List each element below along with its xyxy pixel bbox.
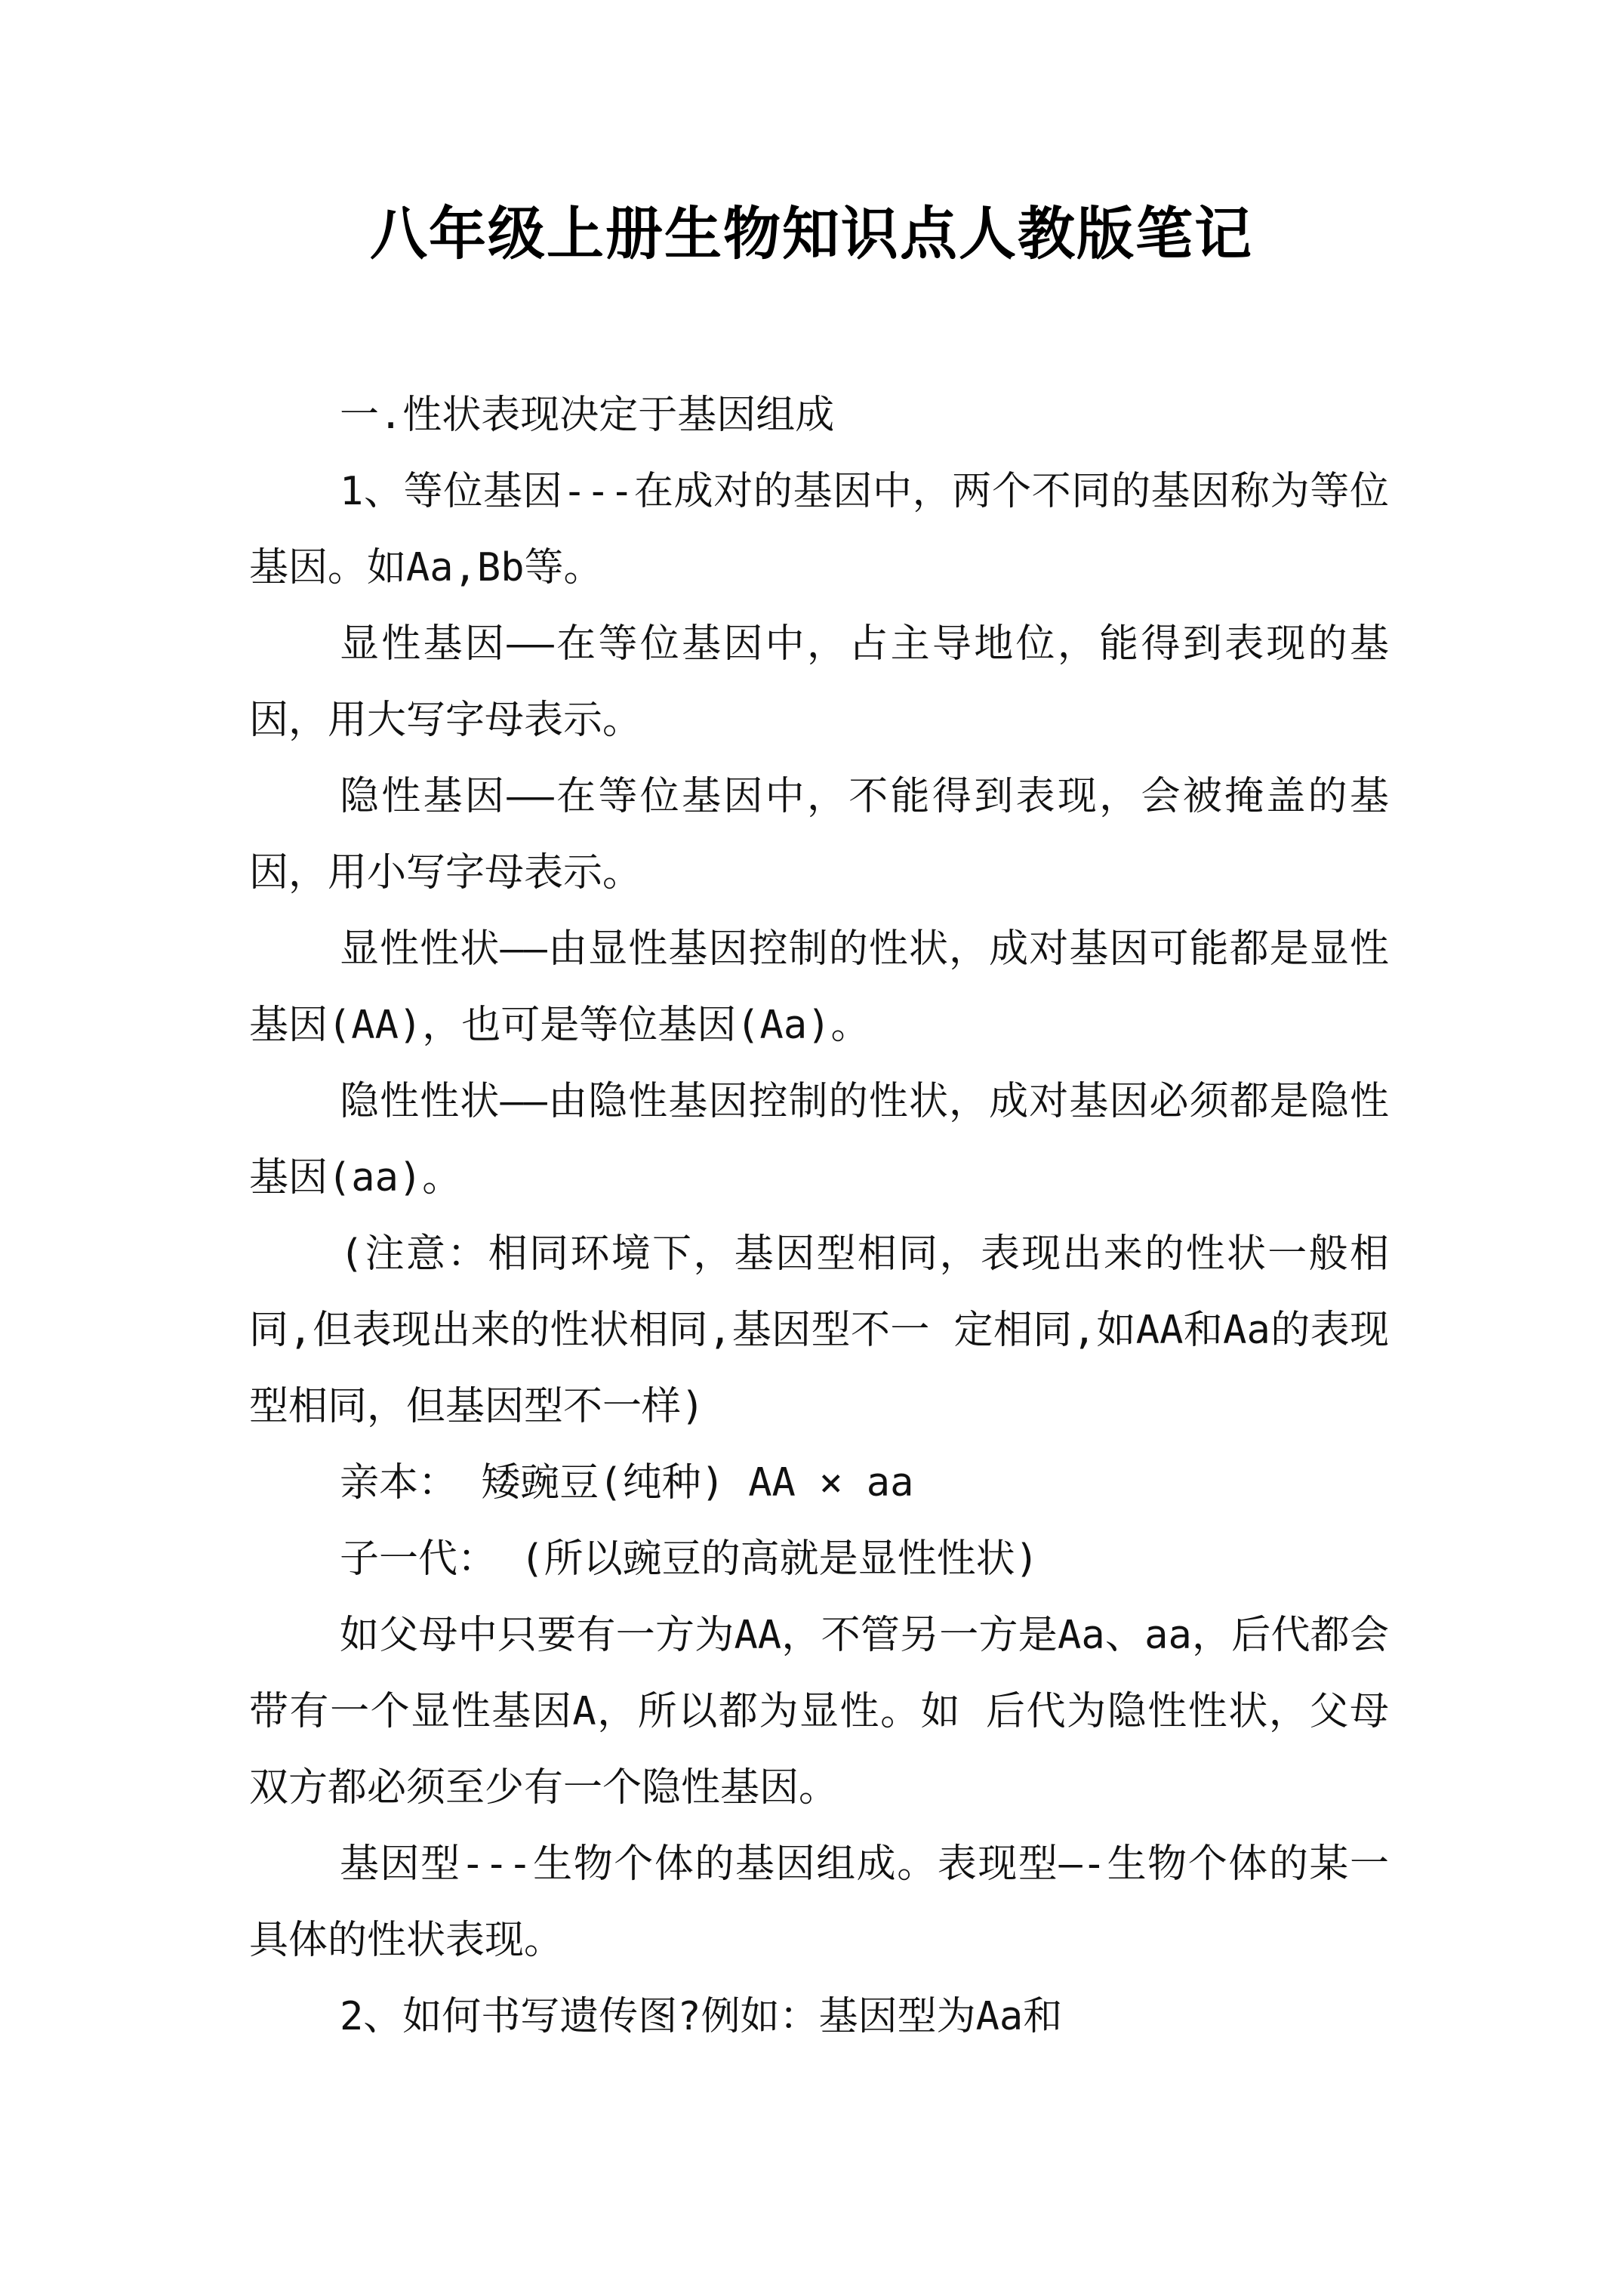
paragraph-genotype-phenotype: 基因型---生物个体的基因组成。表现型—-生物个体的某一具体的性状表现。 bbox=[249, 1841, 1389, 1963]
paragraph-dominant-trait: 显性性状——由显性基因控制的性状，成对基因可能都是显性基因(AA)，也可是等位基因(Aa)。 bbox=[249, 926, 1389, 1048]
paragraph-allele: 1、等位基因---在成对的基因中，两个不同的基因称为等位基因。如Aa,Bb等。 bbox=[249, 469, 1389, 590]
paragraph-recessive-trait: 隐性性状——由隐性基因控制的性状，成对基因必须都是隐性基因(aa)。 bbox=[249, 1079, 1389, 1200]
section-heading: 一.性状表现决定于基因组成 bbox=[340, 393, 835, 438]
paragraph-genetic-diagram: 2、如何书写遗传图?例如：基因型为Aa和 bbox=[340, 1994, 1063, 2039]
paragraph-note: (注意：相同环境下，基因型相同，表现出来的性状一般相同,但表现出来的性状相同,基因型不一 定相同,如AA和Aa的表现型相同，但基因型不一样) bbox=[249, 1231, 1389, 1429]
paragraph-dominant-gene: 显性基因——在等位基因中，占主导地位，能得到表现的基因，用大写字母表示。 bbox=[249, 621, 1389, 743]
document-body bbox=[249, 378, 1389, 2055]
paragraph-parents: 亲本： 矮豌豆(纯种) AA × aa bbox=[340, 1460, 914, 1505]
document-title: 八年级上册生物知识点人教版笔记 bbox=[370, 200, 1253, 267]
paragraph-inheritance-example: 如父母中只要有一方为AA，不管另一方是Aa、aa，后代都会带有一个显性基因A，所以都为显性。如 后代为隐性性状，父母双方都必须至少有一个隐性基因。 bbox=[249, 1613, 1389, 1811]
paragraph-recessive-gene: 隐性基因——在等位基因中，不能得到表现，会被掩盖的基因，用小写字母表示。 bbox=[249, 774, 1389, 895]
paragraph-first-generation: 子一代： (所以豌豆的高就是显性性状) bbox=[340, 1536, 1039, 1582]
